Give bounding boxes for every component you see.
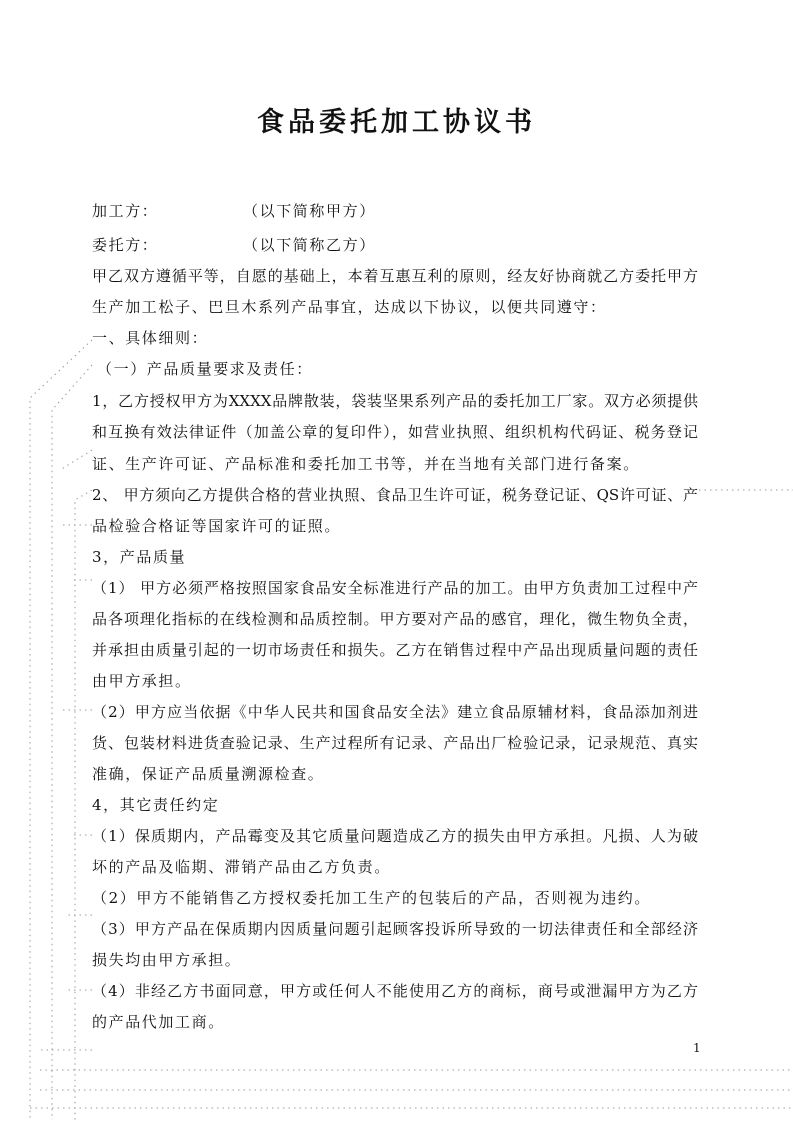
intro-line: 生产加工松子、巴旦木系列产品事宜，达成以下协议，以便共同遵守： [92,298,607,316]
clause-line: 由甲方承担。 [92,672,192,690]
clause-line: （1）保质期内，产品霉变及其它质量问题造成乙方的损失由甲方承担。凡损、人为破 [92,827,698,845]
clause-line: （3）甲方产品在保质期内因质量问题引起顾客投诉所导致的一切法律责任和全部经济 [92,920,698,938]
clause-heading: 4，其它责任约定 [92,796,220,814]
page-number: 1 [693,1041,701,1055]
clause-line: 证、生产许可证、产品标准和委托加工书等，并在当地有关部门进行备案。 [92,455,640,473]
document-title: 食品委托加工协议书 [257,107,536,138]
section-heading: 一、具体细则： [92,329,209,347]
party-b-label: 委托方： [92,236,159,254]
clause-line: （4）非经乙方书面同意，甲方或任何人不能使用乙方的商标，商号或泄漏甲方为乙方 [92,982,698,1000]
clause-line: 货、包装材料进货查验记录、生产过程所有记录、产品出厂检验记录，记录规范、真实 [92,734,698,752]
clause-line: （2）甲方不能销售乙方授权委托加工生产的包装后的产品，否则视为违约。 [92,889,651,907]
clause-line: 和互换有效法律证件（加盖公章的复印件），如营业执照、组织机构代码证、税务登记 [92,423,698,441]
clause-line: 2、 甲方须向乙方提供合格的营业执照、食品卫生许可证，税务登记证、QS许可证、产 [92,486,698,504]
intro-line: 甲乙双方遵循平等，自愿的基础上，本着互惠互利的原则，经友好协商就乙方委托甲方 [92,267,698,285]
clause-line: 坏的产品及临期、滞销产品由乙方负责。 [92,858,391,876]
party-b-note: （以下简称乙方） [243,236,376,254]
clause-line: 的产品代加工商。 [92,1013,225,1031]
subsection-heading: （一）产品质量要求及责任： [97,360,313,378]
party-a-note: （以下简称甲方） [243,202,376,220]
clause-line: （1） 甲方必须严格按照国家食品安全标准进行产品的加工。由甲方负责加工过程中产 [92,579,698,597]
clause-line: 并承担由质量引起的一切市场责任和损失。乙方在销售过程中产品出现质量问题的责任 [92,641,698,659]
clause-line: （2）甲方应当依据《中华人民共和国食品安全法》建立食品原辅材料，食品添加剂进 [92,703,698,721]
clause-heading: 3，产品质量 [92,548,187,566]
clause-line: 准确，保证产品质量溯源检查。 [92,765,325,783]
clause-line: 1，乙方授权甲方为XXXX品牌散装，袋装坚果系列产品的委托加工厂家。双方必须提供 [92,392,698,410]
clause-line: 品检验合格证等国家许可的证照。 [92,517,342,535]
party-a-label: 加工方： [92,202,159,220]
clause-line: 品各项理化指标的在线检测和品质控制。甲方要对产品的感官，理化，微生物负全责， [92,610,698,628]
clause-line: 损失均由甲方承担。 [92,951,242,969]
